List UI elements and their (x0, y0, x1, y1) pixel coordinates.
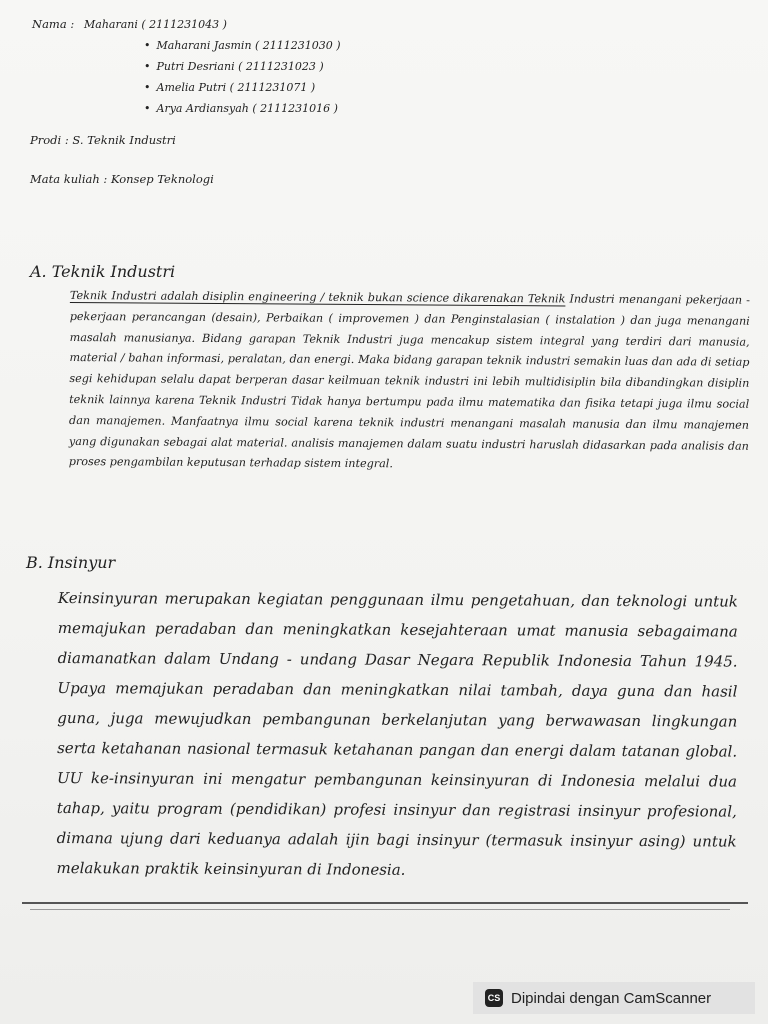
section-b-paragraph: Keinsinyuran merupakan kegiatan penggunaan ilmu pengetahuan, dan teknologi untuk memajukan peradaban dan meningkatkan kesejahteraan umat manusia sebagaimana diamanatkan dalam Undang - undang Dasar Negara Republik Indonesia Tahun 1945. Upaya memajukan peradaban dan meningkatkan nilai tambah, daya guna dan hasil guna, juga mewujudkan pembangunan berkelanjutan yang berwawasan lingkungan serta ketahanan nasional termasuk ketahanan pangan dan energi dalam tatanan global. UU ke-insinyuran ini mengatur pembangunan keinsinyuran di Indonesia melalui dua tahap, yaitu program (pendidikan) profesi insinyur dan registrasi insinyur profesional, dimana ujung dari keduanya adalah ijin bagi insinyur (termasuk insinyur asing) untuk melakukan praktik keinsinyuran di Indonesia. (56, 588, 738, 879)
section-a-body: Industri menangani pekerjaan - pekerjaan perancangan (desain), Perbaikan ( improvemen ) dan Penginstalasian ( instalation ) dan juga menangani masalah manusianya. Bidang garapan Teknik Industri juga mencakup sistem integral yang terdiri dari manusia, material / bahan informasi, peralatan, dan energi. Maka bidang garapan teknik industri semakin luas dan ada di setiap segi kehidupan selalu dapat berperan dasar keilmuan teknik industri ini lebih multidisiplin bila dibandingkan disiplin teknik lainnya karena Teknik Industri Tidak hanya bertumpu pada ilmu matematika dan fisika tetapi juga ilmu social dan manajemen. Manfaatnya ilmu social karena teknik industri menangani masalah manusia dan ilmu manajemen yang digunakan sebagai alat material. analisis manajemen dalam suatu industri haruslah didasarkan pada analisis dan proses pengambilan keputusan terhadap sistem integral. (68, 292, 750, 471)
name-row (32, 14, 732, 119)
section-a-title: A. Teknik Industri (30, 262, 176, 281)
page-bottom-rule-faint (30, 909, 730, 910)
prodi-line: Prodi : S. Teknik Industri (30, 133, 176, 147)
section-a-first-line: Teknik Industri adalah disiplin engineering / teknik bukan science dikarenakan Teknik (69, 288, 566, 306)
page-bottom-rule (22, 902, 748, 904)
course-line: Mata kuliah : Konsep Teknologi (30, 172, 214, 186)
camscanner-badge (473, 982, 755, 1014)
section-b-title: B. Insinyur (26, 553, 116, 572)
member-item: • Putri Desriani ( 2111231023 ) (144, 56, 341, 77)
name-header (32, 14, 732, 119)
member-list (84, 14, 341, 119)
section-a-paragraph (69, 286, 750, 478)
member-item: Maharani ( 2111231043 ) (84, 18, 227, 31)
member-item: • Arya Ardiansyah ( 2111231016 ) (144, 98, 341, 119)
camscanner-logo-icon: CS (485, 989, 503, 1007)
member-item: • Maharani Jasmin ( 2111231030 ) (144, 35, 341, 56)
name-label: Nama : (32, 17, 75, 31)
member-item: • Amelia Putri ( 2111231071 ) (144, 77, 341, 98)
camscanner-label: Dipindai dengan CamScanner (511, 989, 712, 1007)
